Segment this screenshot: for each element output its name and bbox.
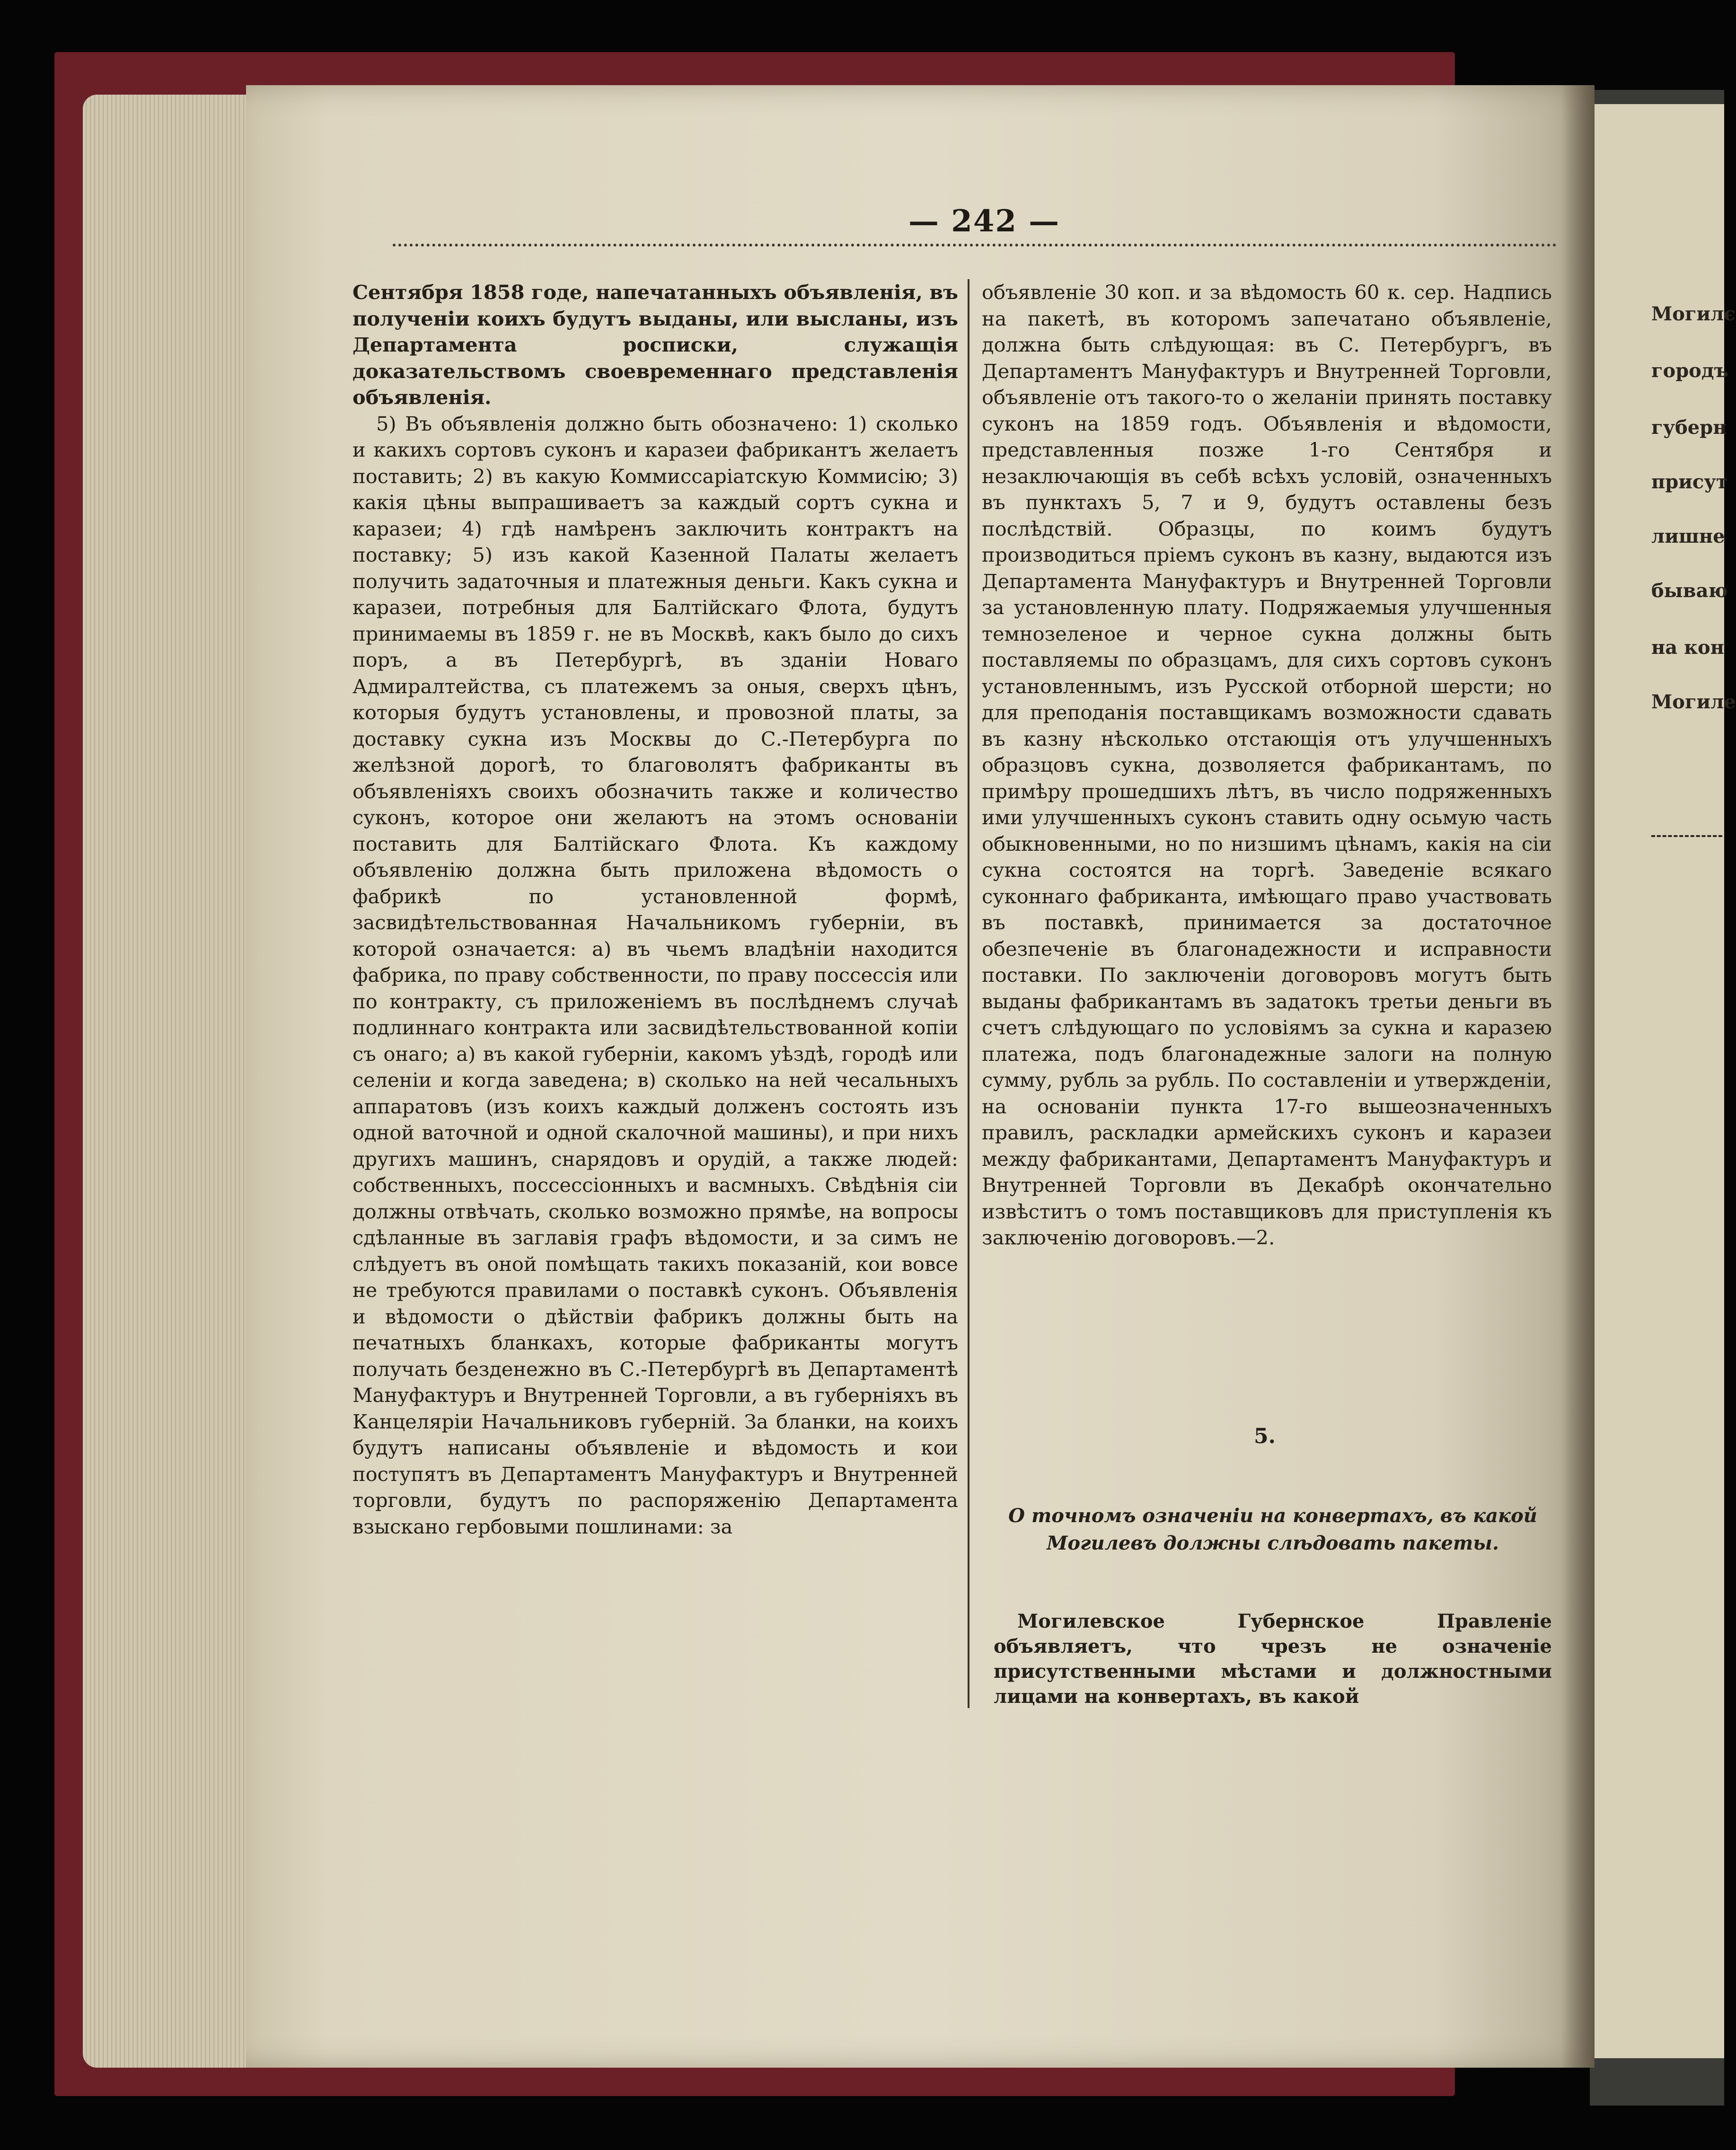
next-page-fragment: на кон xyxy=(1651,636,1724,659)
right-paragraph: объявленіе 30 коп. и за вѣдомость 60 к. сер. Надпись на пакетѣ, въ которомъ запечатано объявленіе, должна быть слѣдующая: въ С. Петербургъ, въ Департаментъ Мануфактуръ и Внутренней Торговли, объявленіе отъ такого-то о желаніи принять поставку суконъ на 1859 годъ. Объявленія и вѣдомости, представленныя позже 1-го Сентября и незаключающія въ себѣ всѣхъ условій, означенныхъ въ пунктахъ 5, 7 и 9, будутъ оставлены безъ послѣдствій. Образцы, по коимъ будутъ производиться пріемъ суконъ въ казну, выдаются изъ Департамента Мануфактуръ и Внутренней Торговли за установленную плату. Подряжаемыя улучшенныя темнозеленое и черное сукна должны быть поставляемы по образцамъ, для сихъ сортовъ суконъ установленнымъ, изъ Русской отборной шерсти; но для преподанія поставщикамъ возможности сдавать въ казну нѣсколько отстающія отъ улучшенныхъ образцовъ сукна, дозволяется фабрикантамъ, по примѣру прошедшихъ лѣтъ, въ число подряженныхъ ими улучшенныхъ суконъ ставить одну осьмую часть обыкновенными, но по низшимъ цѣнамъ, какія на сіи сукна состоятся на торгѣ. Заведеніе всякаго суконнаго фабриканта, имѣющаго право участвовать въ поставкѣ, принимается за достаточное обезпеченіе въ благонадежности и исправности поставки. По заключеніи договоровъ могутъ быть выданы фабрикантамъ въ задатокъ третьи деньги въ счетъ слѣдующаго по условіямъ за сукна и каразею платежа, подъ благонадежные залоги на полную сумму, рубль за рубль. По составленіи и утвержденіи, на основаніи пункта 17-го вышеозначенныхъ правилъ, раскладки армейскихъ суконъ и каразеи между фабрикантами, Департаментъ Мануфактуръ и Внутренней Торговли въ Декабрѣ окончательно извѣститъ о томъ поставщиковъ для приступленія къ заключенію договоровъ.—2. xyxy=(982,281,1552,1249)
next-page-fragment: Могиле xyxy=(1651,691,1736,713)
section-body: Могилевское Губернское Правленіе объявляетъ, что чрезъ не означеніе присутственными мѣстами и должностными лицами на конвертахъ, въ какой xyxy=(994,1610,1552,1708)
next-page-fragment: присут xyxy=(1651,471,1728,493)
page-gutter xyxy=(1561,85,1595,2068)
next-page-fragment: лишне xyxy=(1651,525,1725,547)
next-page-fragment: городъ xyxy=(1651,360,1729,382)
next-page-fragment: губерн xyxy=(1651,416,1727,439)
section-title: О точномъ означеніи на конвертахъ, въ какой Могилевъ должны слѣдовать пакеты. xyxy=(1008,1505,1537,1554)
header-rule xyxy=(393,244,1557,247)
section-number: 5. xyxy=(1254,1424,1276,1448)
left-column xyxy=(352,279,958,1540)
left-paragraph-2: 5) Въ объявленія должно быть обозначено: 1) сколько и какихъ сортовъ суконъ и каразеи фабрикантъ желаетъ поставить; 2) въ какую Коммиссаріатскую Коммисію; 3) какія цѣны выпрашиваетъ за каждый сортъ сукна и каразеи; 4) гдѣ намѣренъ заключить контрактъ на поставку; 5) изъ какой Казенной Палаты желаетъ получить задаточныя и платежныя деньги. Какъ сукна и каразеи, потребныя для Балтійскаго Флота, будутъ принимаемы въ 1859 г. не въ Москвѣ, какъ было до сихъ поръ, а въ Петербургѣ, въ зданіи Новаго Адмиралтейства, съ платежемъ за оныя, сверхъ цѣнъ, которыя будутъ установлены, и провозной платы, за доставку сукна изъ Москвы до С.-Петербурга по желѣзной дорогѣ, то благоволятъ фабриканты въ объявленіяхъ своихъ обозначить также и количество суконъ, которое они желаютъ на этомъ основаніи поставить для Балтійскаго Флота. Къ каждому объявленію должна быть приложена вѣдомость о фабрикѣ по установленной формѣ, засвидѣтельствованная Начальникомъ губерніи, въ которой означается: а) въ чьемъ владѣніи находится фабрика, по праву собственности, по праву поссессія или по контракту, съ приложеніемъ въ послѣднемъ случаѣ подлиннаго контракта или засвидѣтельствованной копіи съ онаго; а) въ какой губерніи, какомъ уѣздѣ, городѣ или селеніи и когда заведена; в) сколько на ней чесальныхъ аппаратовъ (изъ коихъ каждый долженъ состоять изъ одной ваточной и одной скалочной машины), и при нихъ другихъ машинъ, снарядовъ и орудій, а также людей: собственныхъ, поссессіонныхъ и васмныхъ. Свѣдѣнія сіи должны отвѣчать, сколько возможно прямѣе, на вопросы сдѣланные въ заглавія графъ вѣдомости, и за симъ не слѣдуетъ въ оной помѣщать такихъ показаній, кои вовсе не требуются правилами о поставкѣ суконъ. Объявленія и вѣдомости о дѣйствіи фабрикъ должны быть на печатныхъ бланкахъ, которые фабриканты могутъ получать безденежно въ С.-Петербургѣ въ Департаментѣ Мануфактуръ и Внутренней Торговли, а въ губерніяхъ въ Канцеляріи Начальниковъ губерній. За бланки, на коихъ будутъ написаны объявленіе и вѣдомость и кои поступятъ въ Департаментъ Мануфактуръ и Внутренней торговли, будутъ по распоряженію Департамента взыскано гербовыми пошлинами: за xyxy=(352,412,958,1538)
next-page-fragment: Могилє xyxy=(1651,303,1736,325)
column-divider xyxy=(968,279,969,1708)
left-paragraph-1: Сентября 1858 годе, напечатанныхъ объявленія, въ полученіи коихъ будутъ выданы, или высланы, изъ Департамента росписки, служащія доказательствомъ своевременнаго представленія объявленія. xyxy=(352,281,959,409)
next-page-fragment: бываю xyxy=(1651,580,1728,602)
next-page-edge xyxy=(1595,104,1736,2058)
page-number: — 242 — xyxy=(908,203,1060,239)
right-column xyxy=(982,279,1552,1251)
next-page-divider xyxy=(1651,835,1722,837)
page-edges xyxy=(83,95,258,2068)
